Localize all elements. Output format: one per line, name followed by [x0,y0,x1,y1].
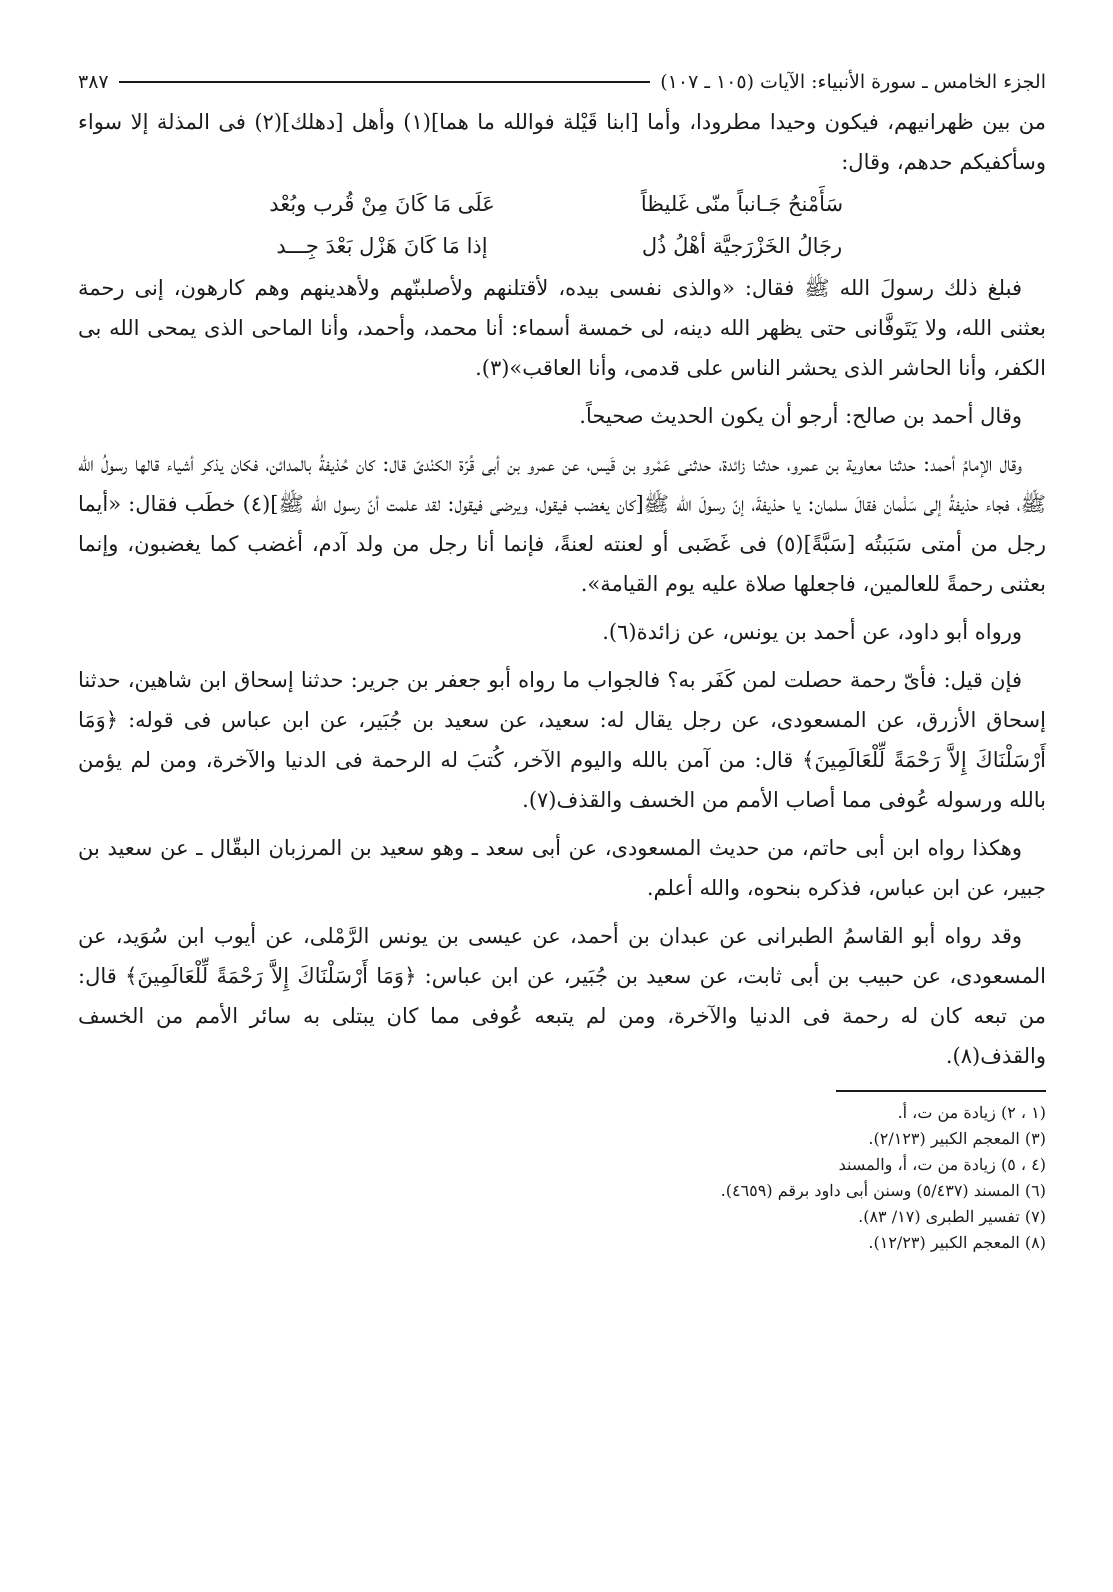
page [78,62,1046,1256]
footnote-item: (١ ، ٢) زيادة من ت، أ. [897,1103,1046,1122]
poem-line-1 [78,184,1046,224]
footnote-item: (٣) المعجم الكبير (٢/١٢٣). [868,1129,1046,1148]
paragraph-5: ورواه أبو داود، عن أحمد بن يونس، عن زائدة(٦). [602,620,1022,644]
footnote-rule [836,1090,1046,1092]
footnote-item: (٦) المسند (٥/٤٣٧) وسنن أبى داود برقم (٤٦٥٩). [720,1181,1046,1200]
footnote-item: (٧) تفسير الطبرى (١٧/ ٨٣). [858,1207,1046,1226]
header-rule [119,81,651,83]
poem-line-2 [78,226,1046,266]
paragraph-2: فبلغ ذلك رسولَ الله ﷺ فقال: «والذى نفسى بيده، لأقتلنهم ولأصلبنّهم ولأهدينهم وهم كارهون، إنى رحمة بعثنى الله، ولا يَتَوفَّانى حتى يظهر الله دينه، لى خمسة أسماء: أنا محمد، وأحمد، وأنا الماحى الذى يمحى الله بى الكفر، وأنا الحاشر الذى يحشر الناس على قدمى، وأنا العاقب»(٣). [78,276,1046,380]
page-number: ٣٨٧ [78,71,109,93]
header-title: الجزء الخامس ـ سورة الأنبياء: الآيات (١٠٥ ـ ١٠٧) [660,71,1046,93]
paragraph-3: وقال أحمد بن صالح: أرجو أن يكون الحديث صحيحاً. [579,404,1022,428]
poem-line-1-hemistich-b: عَلَى مَا كَانَ مِنْ قُرب وبُعْد [269,192,495,216]
poem-line-2-hemistich-a: رجَالُ الخَزْرَجيَّة أهْلُ ذُل [641,234,843,258]
running-header [78,62,1046,102]
paragraph-1: من بين ظهرانيهم، فيكون وحيدا مطرودا، وأما [ابنا قَيْلة فوالله ما هما](١) وأهل [دهلك](٢) فى المذلة إلا سواء وسأكفيكم حدهم، وقال: [78,110,1046,174]
footnotes [78,1100,1046,1256]
footnote-item: (٤ ، ٥) زيادة من ت، أ، والمسند [838,1155,1046,1174]
paragraph-6: فإن قيل: فأىّ رحمة حصلت لمن كَفَر به؟ فالجواب ما رواه أبو جعفر بن جرير: حدثنا إسحاق ابن شاهين، حدثنا إسحاق الأزرق، عن المسعودى، عن رجل يقال له: سعيد، عن سعيد بن جُبَير، عن ابن عباس فى قوله: ﴿وَمَا أَرْسَلْنَاكَ إِلاَّ رَحْمَةً لِّلْعَالَمِينَ﴾ قال: من آمن بالله واليوم الآخر، كُتبَ له الرحمة فى الدنيا والآخرة، ومن لم يؤمن بالله ورسوله عُوفى مما أصاب الأمم من الخسف والقذف(٧). [78,668,1046,812]
poem-line-2-hemistich-b: إذا مَا كَانَ هَزْل بَعْدَ جِـــد [276,234,488,258]
paragraph-7: وهكذا رواه ابن أبى حاتم، من حديث المسعودى، عن أبى سعد ـ وهو سعيد بن المرزبان البقّال ـ عن سعيد بن جبير، عن ابن عباس، فذكره بنحوه، والله أعلم. [78,836,1046,900]
paragraph-8: وقد رواه أبو القاسمُ الطبرانى عن عبدان بن أحمد، عن عيسى بن يونس الرَّمْلى، عن أيوب ابن سُوَيد، عن المسعودى، عن حبيب بن أبى ثابت، عن سعيد بن جُبَير، عن ابن عباس: ﴿وَمَا أَرْسَلْنَاكَ إِلاَّ رَحْمَةً لِّلْعَالَمِينَ﴾ قال: من تبعه كان له رحمة فى الدنيا والآخرة، ومن لم يتبعه عُوفى مما كان يبتلى به سائر الأمم من الخسف والقذف(٨). [78,924,1046,1068]
paragraph-4: وقال الإمامُ أحمد: حدثنا معاوية بن عمرو، حدثنا زائدة، حدثنى عَمْرو بن قَيس، عن عمرو بن أبى قُرّة الكنْدىّ قال: كان حُذيفةُ بالمدائن، فكان يذكر أشياء قالها رسولُ الله ﷺ، فجاء حذيفةُ إلى سَلْمان فقالَ سلمان: يا حذيفةَ، إنّ رسولَ الله ﷺ[كان يغضب فيقول، ويرضى فيقول: لقد علمت أنّ رسول الله ﷺ](٤) خطَب فقال: «أيما رجل من أمتى سَبَبتُه [سَبَّةً](٥) فى غَضَبى أو لعنته لعنةً، فإنما أنا رجل من ولد آدم، أغضب كما يغضبون، وإنما بعثنى رحمةً للعالمين، فاجعلها صلاة عليه يوم القيامة». [78,452,1046,596]
footnote-item: (٨) المعجم الكبير (١٢/٢٣). [868,1233,1046,1252]
poem-line-1-hemistich-a: سَأَمْنحُ جَـانباً منّى غَليظاً [640,192,844,216]
